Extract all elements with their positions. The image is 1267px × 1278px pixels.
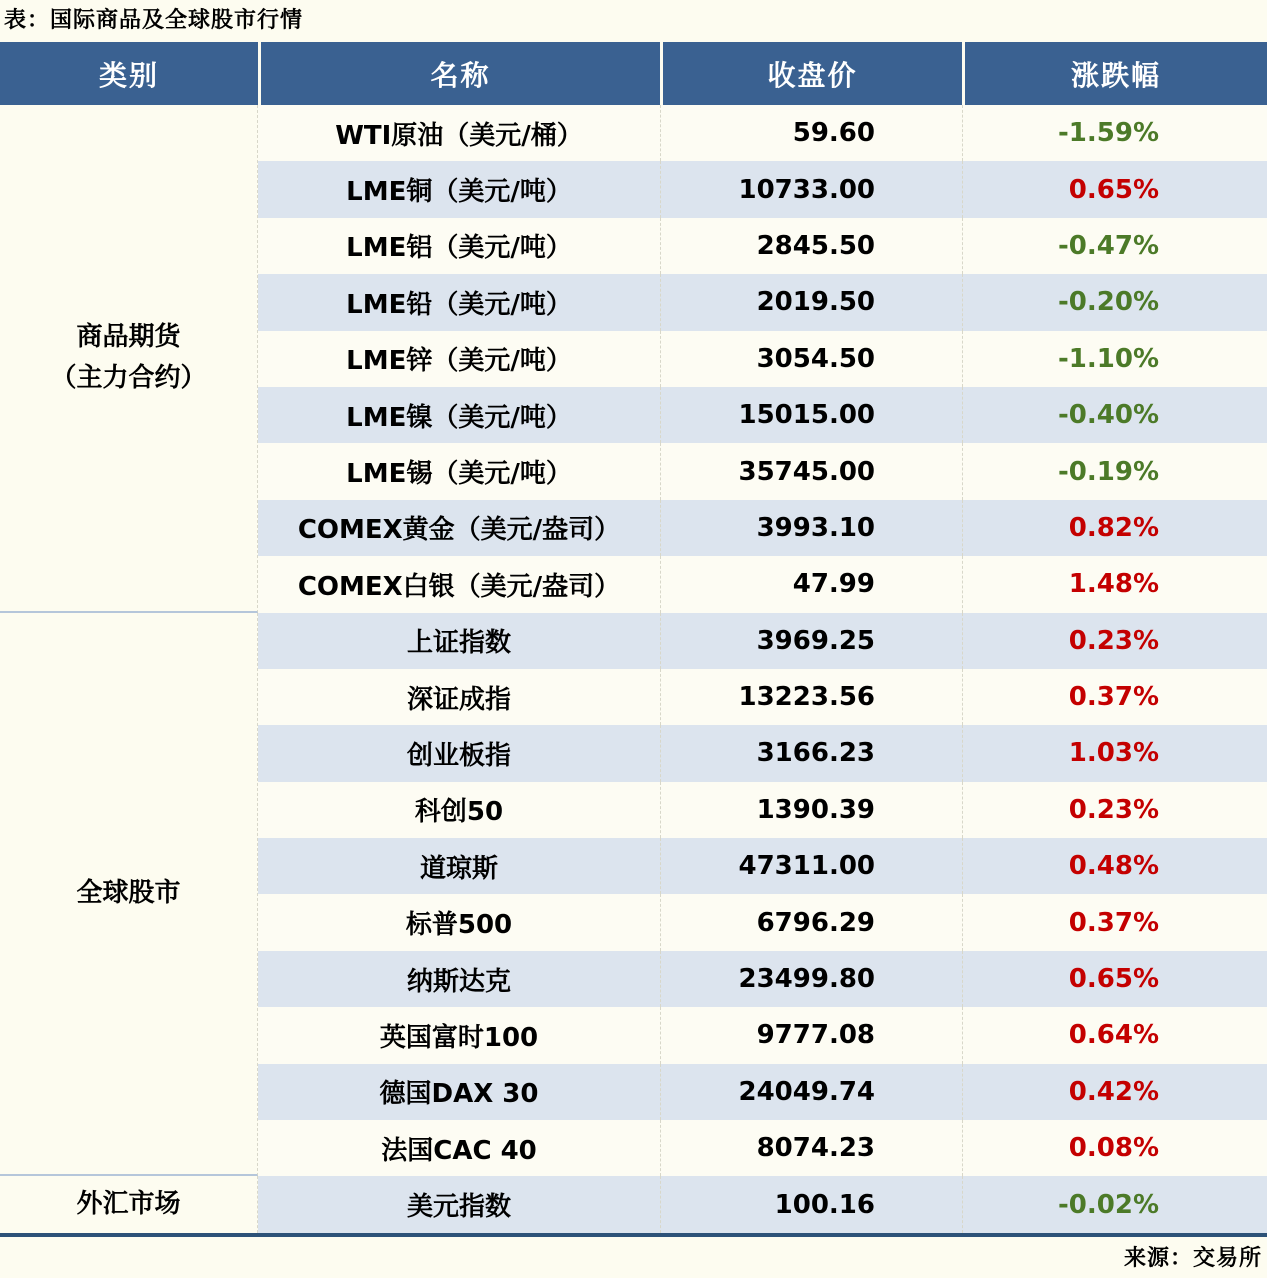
instrument-name: 美元指数 [258, 1176, 660, 1232]
change-percent: -0.40% [962, 387, 1267, 443]
close-price: 3054.50 [660, 331, 962, 387]
instrument-name: 道琼斯 [258, 838, 660, 894]
close-price: 15015.00 [660, 387, 962, 443]
instrument-name: 创业板指 [258, 725, 660, 781]
instrument-name: 科创50 [258, 782, 660, 838]
close-price: 3969.25 [660, 613, 962, 669]
close-price: 47311.00 [660, 838, 962, 894]
change-percent: 1.48% [962, 556, 1267, 612]
change-percent: 0.37% [962, 669, 1267, 725]
close-price: 59.60 [660, 105, 962, 161]
market-table [0, 42, 1267, 1237]
category-cell: 外汇市场 [0, 1176, 258, 1232]
close-price: 47.99 [660, 556, 962, 612]
close-price: 24049.74 [660, 1064, 962, 1120]
instrument-name: LME镍（美元/吨） [258, 387, 660, 443]
change-percent: -0.20% [962, 274, 1267, 330]
change-percent: 0.48% [962, 838, 1267, 894]
close-price: 35745.00 [660, 443, 962, 499]
change-percent: -1.59% [962, 105, 1267, 161]
source-note: 来源：交易所 [1123, 1246, 1262, 1271]
change-percent: 0.37% [962, 894, 1267, 950]
change-percent: -1.10% [962, 331, 1267, 387]
close-price: 10733.00 [660, 161, 962, 217]
close-price: 13223.56 [660, 669, 962, 725]
change-percent: 0.65% [962, 951, 1267, 1007]
instrument-name: 深证成指 [258, 669, 660, 725]
change-percent: 0.08% [962, 1120, 1267, 1176]
header-close: 收盘价 [660, 42, 962, 105]
close-price: 2019.50 [660, 274, 962, 330]
close-price: 3166.23 [660, 725, 962, 781]
category-cell: 商品期货 （主力合约） [0, 105, 258, 613]
change-percent: 1.03% [962, 725, 1267, 781]
header-name: 名称 [258, 42, 660, 105]
change-percent: 0.82% [962, 500, 1267, 556]
close-price: 6796.29 [660, 894, 962, 950]
change-percent: -0.19% [962, 443, 1267, 499]
header-change: 涨跌幅 [962, 42, 1267, 105]
instrument-name: LME铅（美元/吨） [258, 274, 660, 330]
change-percent: -0.02% [962, 1176, 1267, 1232]
close-price: 8074.23 [660, 1120, 962, 1176]
category-cell: 全球股市 [0, 613, 258, 1177]
change-percent: 0.23% [962, 613, 1267, 669]
instrument-name: 上证指数 [258, 613, 660, 669]
instrument-name: 英国富时100 [258, 1007, 660, 1063]
table-title: 表：国际商品及全球股市行情 [4, 8, 304, 33]
close-price: 100.16 [660, 1176, 962, 1232]
change-percent: 0.64% [962, 1007, 1267, 1063]
instrument-name: 德国DAX 30 [258, 1064, 660, 1120]
instrument-name: LME锌（美元/吨） [258, 331, 660, 387]
instrument-name: 法国CAC 40 [258, 1120, 660, 1176]
close-price: 1390.39 [660, 782, 962, 838]
instrument-name: COMEX黄金（美元/盎司） [258, 500, 660, 556]
header-category: 类别 [0, 42, 258, 105]
instrument-name: 纳斯达克 [258, 951, 660, 1007]
change-percent: 0.42% [962, 1064, 1267, 1120]
change-percent: 0.23% [962, 782, 1267, 838]
change-percent: -0.47% [962, 218, 1267, 274]
close-price: 9777.08 [660, 1007, 962, 1063]
close-price: 2845.50 [660, 218, 962, 274]
instrument-name: COMEX白银（美元/盎司） [258, 556, 660, 612]
instrument-name: LME锡（美元/吨） [258, 443, 660, 499]
instrument-name: LME铝（美元/吨） [258, 218, 660, 274]
instrument-name: LME铜（美元/吨） [258, 161, 660, 217]
close-price: 3993.10 [660, 500, 962, 556]
close-price: 23499.80 [660, 951, 962, 1007]
change-percent: 0.65% [962, 161, 1267, 217]
instrument-name: 标普500 [258, 894, 660, 950]
instrument-name: WTI原油（美元/桶） [258, 105, 660, 161]
